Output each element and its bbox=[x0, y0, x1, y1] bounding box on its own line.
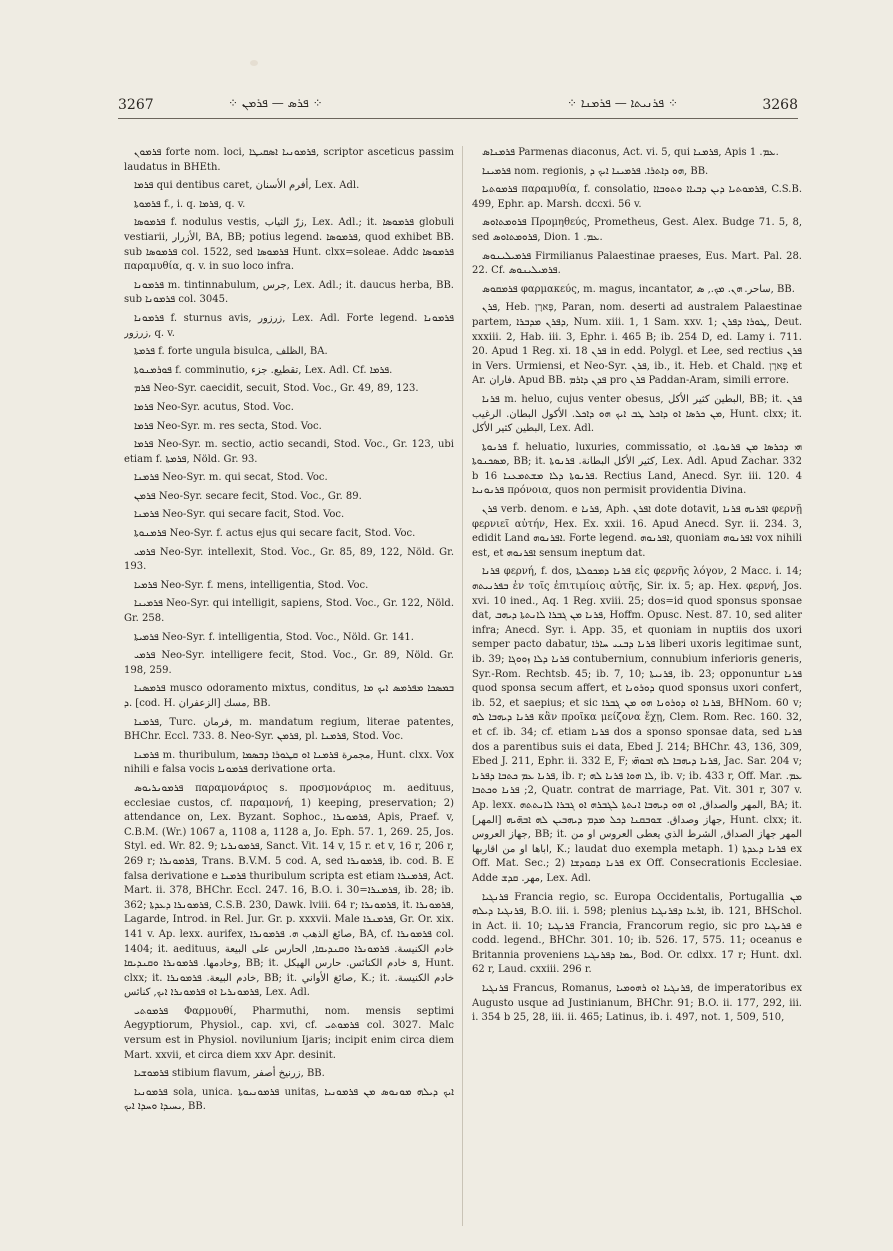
dictionary-entry: ܦܪܢܓܝܐ Francia regio, sc. Europa Occidentalis, Portugallia ܡܢ ܦܪܢܓܝܐ ܕܝܠܗ, B.O. iii. i. 598; plenius ܐܪܥܐ ܕܦܪܢܓܝܐ, ib. 121, BHSchol. in Act. ii. 10; ܦܪܢܓܝܐ Francia, Francorum regio, sic pro ܦܪܢܓܝܐ e codd. legend., BHChr. 301. 10; ib. 526. 17, 575. 11; oceanus e Britannia proveniens ܝܡܐ ܕܦܪܢܓܝܐ, Bod. Or. cdlxx. 17 r; Hunt. dxl. 62 r, Laud. cxxiii. 296 r. bbox=[472, 891, 802, 976]
dictionary-entry: ܦܪܡܝܐ Neo-Syr. f. mens, intelligentia, Stod. Voc. bbox=[134, 579, 369, 591]
column-divider bbox=[462, 146, 463, 1226]
page-header bbox=[118, 93, 798, 117]
dictionary-entry: ܦܪܡܢܐܣ Parmenas diaconus, Act. vi. 5, qui ܦܪܡܢܐ, Apis ܥܡ. 1. bbox=[482, 147, 779, 158]
page-stain bbox=[250, 60, 258, 66]
dictionary-entry: ܦܪܢܐ m. heluo, cujus venter obesus, البطين كثير الأكل, BB; it. ܦܪܢ ܡܢ ܟܪܣܐ ܐܘ ܕܐܟܠ ܛܒ ܐܝܟ ܗܘ ܕܐܟܠ. الأكول البطان. الرغيب, Hunt. clxx; it. البطين كثير الأكل, Lex. Adl. bbox=[472, 393, 802, 435]
dictionary-entry: ܦܪܡܘܬܐ f., i. q. ܦܪܡܐ, q. v. bbox=[134, 198, 246, 210]
dictionary-entry: ܦܪܢܓܝܐ Francus, Romanus, ܦܪܢܓܝܐ ܐܘ ܪܗܘܡܝܐ, de imperatoribus ex Augusto usque ad Justinianum, BHChr. 91; B.O. ii. 177, 292, iii. i. 354 b 25, 28, iii. ii. 465; Latinus, ib. i. 497, not. 1, 509, 510, bbox=[472, 983, 802, 1024]
dictionary-entry: ܦܪܢ, Heb. פָּארָן, Paran, nom. deserti ad australem Palaestinae partem, ܕܦܪܢ ܡܕܒܪܐ, Num. xiii. 1, 1 Sam. xxv. 1; ܛܘܪܐ ܕܦܪܢ, Deut. xxxiii. 2, Hab. iii. 3, Ephr. i. 465 B; ib. 254 D, ed. Lamy i. 711. 20. Apud 1 Reg. xi. 18 ܦܪܢ in edd. Polygl. et Lee, sed rectius ܦܪܢ in Vers. Urmiensi, et Neo-Syr. ܦܪܢ, ib., it. Heb. et Chald. פָּארָן et Ar. فاران. Apud BB. ܦܕܢ ܕܐܪܡ pro ܦܪܢ Paddan-Aram, simili errore. bbox=[472, 302, 802, 387]
dictionary-entry: ܦܪܢ verb. denom. e ܦܪܢܐ, Aph. ܐܦܪܢ dote dotavit, ܐܦܪܢܗ ܦܪܢܐ φερνῇ φερνιεῖ αὐτήν, Hex. Ex. xxii. 16. Apud Anecd. Syr. ii. 234. 3, edidit Land ܐܦܪܢܘܗ. Forte legend. ܐܦܪܢܘܗ, quoniam ܐܦܪܢܘܗ vox nihili est, et ܐܦܪܢܘܗ sensum ineptum dat. bbox=[472, 504, 802, 559]
dictionary-entry: ܦܪܡܘܫܝܐ stibium flavum, زرنيخ أصفر, BB. bbox=[134, 1068, 325, 1080]
dictionary-entry: ܦܪܡܐ Neo-Syr. acutus, Stod. Voc. bbox=[134, 401, 294, 413]
dictionary-entry: ܦܪܡܢܐ Neo-Syr. qui secare facit, Stod. Voc. bbox=[134, 509, 345, 521]
dictionary-entry: ܦܪܡܢܘܬܐ Neo-Syr. f. actus ejus qui secare facit, Stod. Voc. bbox=[134, 528, 416, 540]
dictionary-entry: ܦܪܡ Neo-Syr. caecidit, secuit, Stod. Voc., Gr. 49, 89, 123. bbox=[134, 383, 419, 395]
dictionary-entry: ܦܪܡܝ Neo-Syr. intellexit, Stod. Voc., Gr. 85, 89, 122, Nöld. Gr. 193. bbox=[124, 546, 454, 573]
dictionary-entry: ܦܪܡܘܬܝ Φαρμουθί, Pharmuthi, nom. mensis septimi Aegyptiorum, Physiol., cap. xvi, cf. ܦܪܡܘܬܝ col. 3027. Malc versum est in Physiol. novilunium Ijaris; incipit enim circa diem Mart. xxvii, et circa diem xxv Apr. desinit. bbox=[124, 1005, 454, 1061]
dictionary-entry: ܦܪܡܘܣܐ f. nodulus vestis, زرّ الثياب, Lex. Adl.; it. ܦܪܡܘܣܐ globuli vestiarii, الأزرار, BA, BB; potius legend. ܦܪܡܘܣܐ, quod exhibet BB. sub ܦܪܡܘܣܐ col. 1522, sed ܦܪܡܘܣܐ Hunt. clxx=soleae. Addc ܦܪܡܘܣܐ παραμυθία, q. v. in suo loco infra. bbox=[124, 217, 454, 273]
dictionary-entry: ܦܪܡܣܢܐ musco odoramento mixtus, conditus, ܒܡܣܟܐ ܡܦܪܡܣ ܐܝܟ ܡܐ ܕ. [cod. H. الزعفران] مسك, BB. bbox=[124, 683, 454, 709]
dictionary-entry: ܦܪܡܐ Neo-Syr. m. res secta, Stod. Voc. bbox=[134, 420, 322, 432]
dictionary-entry: ܦܘܪܡܢܘܬܐ f. comminutio, تقطيع. جزء, Lex. Adl. Cf. ܦܪܡܐ. bbox=[134, 364, 393, 376]
dictionary-entry: ܦܪܡܢܐ Neo-Syr. m. qui secat, Stod. Voc. bbox=[134, 472, 328, 484]
page-number-left: 3267 bbox=[118, 97, 154, 113]
dictionary-entry: ܦܪܢܐ φερνή, f. dos, ܦܪܢܐ ܕܡܟܘܠܬܐ εἰς φερνῆς λόγον, 2 Macc. i. 14; ܒܦܪܢܝܬܗ ἐν τοῖς ἐπιτιμίοις αὐτῆς, Sir. ix. 5; ap. Hex. φερνή, Jos. xvi. 10 ined., Aq. 1 Reg. xviii. 25; dos=id quod sponsus sponsae dat, ܦܪܢܐ ܡܢ ܓܒܪܐ ܠܐܢܬܬܐ ܕܝܗܒ, Hoffm. Opusc. Nest. 87. 10, sed aliter infra; Anecd. Syr. i. App. 35, et quoniam in nuptiis dos uxori semper pacto dabatur, ܦܪܢܐ ܕܒܢܝ ܚܐܪܐ liberi uxoris legitimae sunt, ib. 39; ܦܪܢܐ ܕܠܐ ܙܘܘܓܐ contubernium, connubium inferioris generis, Syr.-Rom. Rechtsb. 45; ib. 7, 10; ܦܪܢܝܬܐ, ib. 23; opponuntur ܦܪܢܐ quod sponsa secum affert, et ܕܘܪܘܢܐ quod sponsus uxori confert, ib. 52, et saepius; et sic ܦܪܢܐ ܐܘ ܕܘܪܘܢܐ ܗܘ ܡܢ ܓܒܪܐ, BHNom. 60 v; ܦܪܢܐ ܕܝܗܒܐ ܠܗ κἂν προῖκα μείζονα ἔχῃ, Clem. Rom. Rec. 160. 32, et cf. ib. 34; cf. etiam ܦܪܢܐ dos a sponso sponsae data, sed ܦܪܢܐ dos a parentibus suis ei data, Ebed J. 214; BHChr. 43, 136, 309, Ebed J. 211, Ephr. ii. 332 E, F; ܦܪܢܐ ܕܝܗܒܐ ܠܗ ܐܒܘܗ̈ܝ, Jac. Sar. 204 v; ܦܪܢܐ ܥܡ ܟܬܒܐ ܕܦܪܢܐ, ib. r; ܠܐ ܗܘܐ ܦܪܢܐ ܠܗ, ib. v; ib. 433 r, Off. Mar. ܥܡ. 2; ܦܪܢܐ ܘܟܬܒܐ, Quatr. contrat de marriage, Pat. Vit. 301 r, 307 v. Ap. lexx. المهر والصداق, ܐܘ ܗܘ ܕܝܗܒܐ ܐܢܬܬܐ ܠܓܒܪܗ ܐܘ ܓܒܪܐ ܠܐܢܬܬܗ, BA; it. [المهر] جهاز وصداق. ܫܘܒܩܢܐ ܕܟܠ ܡܕܡ ܕܝܗܒܝܢ ܠܗ ܐܒܗ̈ܝܗ, Hunt. clxx; it. جهاز العروس, BB; it. المهر جهاز الصداق, الشرط الذي يعطى العروس او من اباها او من اقاربها, K.; laudat duo exempla metaph. 1) ܦܪܢܐ ܕܥܕܬܐ ex Off. Mat. Sec.; 2) ܦܪܢܐ ܕܩܘܕܫܐ ex Off. Consecrationis Ecclesiae. Adde مهر. ܩܕܫ, Lex. Adl. bbox=[472, 566, 802, 884]
dictionary-entry: ܦܪܡܝܬܐ Neo-Syr. f. intelligentia, Stod. Voc., Nöld. Gr. 141. bbox=[134, 631, 414, 643]
running-head-left: ⁘ ܦܪܣ — ܦܪܡܢ ⁘ bbox=[228, 96, 323, 110]
dictionary-entry: ܦܪܡܘܢܐ m. tintinnabulum, جرس, Lex. Adl.; it. daucus herba, BB. sub ܦܪܡܘܢܐ col. 3045. bbox=[124, 279, 454, 306]
right-column bbox=[472, 146, 802, 1231]
dictionary-entry: ܦܪܡܘܢܝܐ sola, unica. ܦܪܡܘܢܝܘܬܐ unitas, ܐܝܟ ܕܝܠܗ ܡܘܢܘܣ ܡܢ ܦܪܡܘܢܝܐ ܝܚܝܕܐ ܘܚܕܐ ܐܝܟ, BB. bbox=[124, 1086, 454, 1113]
dictionary-entry: ܦܪܡܝ Neo-Syr. intelligere fecit, Stod. Voc., Gr. 89, Nöld. Gr. 198, 259. bbox=[124, 650, 454, 676]
running-head-right: ⁘ ܦܪܢܝܬܐ — ܦܪܡܢܐ ⁘ bbox=[566, 96, 678, 110]
dictionary-entry: ܦܪܡܘܢܪܝܘܣ παραμονάριος s. προσμονάριος m. aedituus, ecclesiae custos, cf. παραμονή, 1) keeping, preservation; 2) attendance on, Lex. Byzant. Sophoc., ܦܪܡܘܢܪܐ, Apis, Praef. v, C.B.M. (Wr.) 1067 a, 1108 a, 1128 a, Jo. Eph. 57. 1, 269. 25, Jos. Styl. ed. Wr. 82. 9; ܦܪܡܘܢܪܝܐ, Sanct. Vit. 14 v, 15 r. et v, 16 r, 206 r, 269 r; ܦܪܡܘܢܪܐ, Trans. B.V.M. 5 cod. A, sed ܦܪܡܘܢܪܐ, ib. cod. B. E falsa derivatione e ܦܪܡܢܐ thuribulum scripta est etiam ܦܪܡܢܪܐ, Act. Mart. ii. 378, BHChr. Eccl. 247. 16, B.O. i. 30=ܦܪܡܢܪܐ, ib. 28; ib. 362; ܦܪܡܘܢܪܐ ܕܥܕܬܐ, C.S.B. 230, Dawk. lviii. 64 r; ܦܪܡܘܢܪܐ, it. ܦܪܡܘܢܪܐ, Lagarde, Introd. in Rel. Jur. Gr. p. xxxvii. Male ܦܪܡܢܪܐ, Gr. Or. xix. 141 v. Ap. lexx. aurifex, صائغ الذهب ܗ. ܦܪܡܘܢܪܐ, BA, cf. ܦܪܡܘܢܪܐ col. 1404; it. aedituus, خادم الكنيسة. ܦܪܡܘܢܪܐ ܘܩܢܕܝܩܐ, الحارس على البيعة وخادمها. ܦܪܡܘܢܪܐ ܘܩܢܕܝܩܐ, BB; it. ܦ خادم الكنائس. حارس الهيكل, Hunt. clxx; it. خادم البيعة. ܦܪܡܘܢܪܐ, BB; it. صائغ الأواني, K.; it. خادم الكنيسة. ܦܪܡܘܢܪܝܐ ܐܘ ܦܪܡܘܢܪܐ ܐܝܟ, كنائس, Lex. Adl. bbox=[124, 782, 454, 999]
dictionary-entry: ܦܪܡܢܐ, Turc. فرمان, m. mandatum regium, literae patentes, BHChr. Eccl. 733. 8. Neo-Syr. ܦܪܡܢ, pl. ܦܪܡܢܐ, Stod. Voc. bbox=[124, 716, 454, 743]
dictionary-entry: ܦܪܡܘܬܝܐ παραμυθία, f. consolatio, ܦܪܡܘܬܝܐ ܕܝܢ ܕܒܝܐܐ ܘܬܘܒܐܐ, C.S.B. 499, Ephr. ap. Marsh. dccxi. 56 v. bbox=[472, 184, 802, 210]
dictionary-entry: ܦܪܡܘܢ forte nom. loci, ܦܪܡܘܢܝܐ ܐܣܩܝܛܐ, scriptor asceticus passim laudatus in BHEth. bbox=[124, 147, 454, 173]
left-column bbox=[124, 146, 454, 1231]
dictionary-entry: ܦܪܡܬܐ f. forte ungula bisulca, الظلف, BA. bbox=[134, 346, 328, 358]
dictionary-entry: ܦܪܡܝܠܝܢܘܣ Firmilianus Palaestinae praeses, Eus. Mart. Pal. 28. 22. Cf. ܦܪܡܝܠܝܢܘܣ. bbox=[472, 250, 802, 277]
dictionary-entry: ܦܪܡܢ Neo-Syr. secare fecit, Stod. Voc., Gr. 89. bbox=[134, 490, 362, 502]
dictionary-entry: ܦܪܡܝܢܐ Neo-Syr. qui intelligit, sapiens, Stod. Voc., Gr. 122, Nöld. Gr. 258. bbox=[124, 598, 454, 625]
dictionary-entry: ܦܪܡܩܘܣ φαρμακεύς, m. magus, incantator, ساحر. ܗܢ. ܡܟ., ܣ, BB. bbox=[482, 283, 795, 295]
dictionary-entry: ܦܪܡܝܢܐ nom. regionis, ܗܘ ܕܐܬܪܐ. ܦܪܡܝܢܐ ܐܝܟ ܕ, BB. bbox=[482, 165, 709, 177]
page-number-right: 3268 bbox=[762, 97, 798, 113]
header-rule bbox=[118, 118, 798, 119]
dictionary-entry: ܦܪܡܢܐ m. thuribulum, مجمرة ܦܪܡܢܐ ܐܘ ܩܛܘܪܐ ܕܒܣܡܐ, Hunt. clxx. Vox nihili e falsa vocis ܦܪܡܘܢܐ derivatione orta. bbox=[124, 749, 454, 776]
dictionary-entry: ܦܪܡܘܢܐ f. sturnus avis, زرزور, Lex. Adl. Forte legend. ܦܪܡܘܢܐ زرزور, q. v. bbox=[124, 312, 454, 339]
dictionary-entry: ܦܪܡܐ Neo-Syr. m. sectio, actio secandi, Stod. Voc., Gr. 123, ubi etiam f. ܦܪܡܬܐ, Nöld. Gr. 93. bbox=[124, 439, 454, 465]
dictionary-entry: ܦܪܡܐ qui dentibus caret, أفرم الأسنان, Lex. Adl. bbox=[134, 180, 360, 192]
dictionary-entry: ܦܪܢܘܬܐ f. heluatio, luxuries, commissatio, ܗܝ ܕܟܪܣܐ ܡܢ ܦܪܢܘܬܐ. ܐܘ ܡܣܟܢܘܬܐ, BB; it. كثير الأكل البطانة. ܦܪܢܘܬܐ, Lex. Adl. Apud Zachar. 332 b 16 ܦܪܢܘܬܐ ܕܠܐ ܡܫܬܡܥܢܐ. Rectius Land, Anecd. Syr. iii. 120. 4 ܦܪܢܘܢܝܐ πρόνοια, quos non permisit providentia Divina. bbox=[472, 441, 802, 497]
dictionary-entry: ܦܪܘܡܬܐܘܣ Προμηθεύς, Prometheus, Gest. Alex. Budge 71. 5, 8, sed ܦܪܘܡܬܐܘܣ, Dion. ܥܡ. 1. bbox=[472, 217, 802, 243]
